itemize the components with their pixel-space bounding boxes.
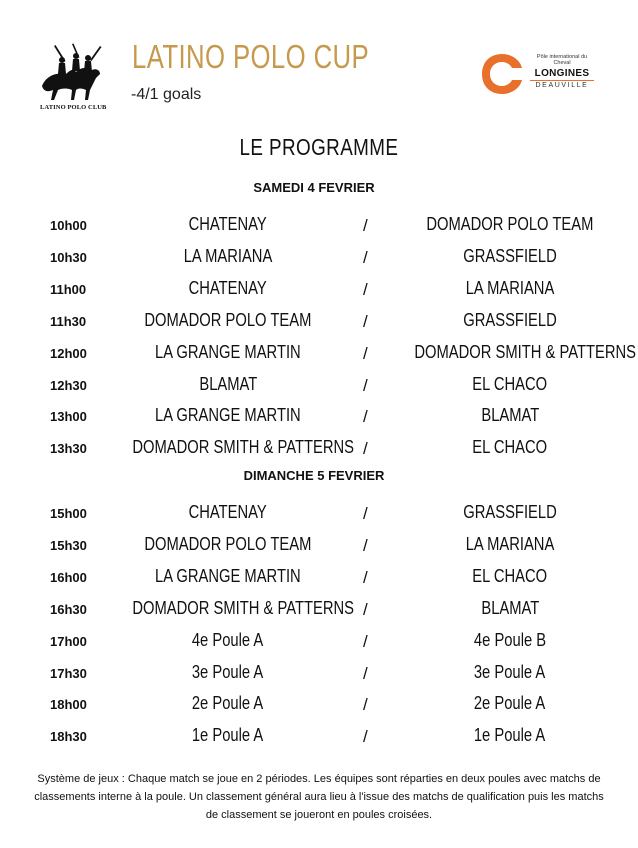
home-team <box>108 246 348 267</box>
home-team-text: 4e Poule A <box>192 629 264 650</box>
away-team-text: DOMADOR POLO TEAM <box>426 214 594 234</box>
home-team-text: DOMADOR SMITH & PATTERNS <box>132 437 355 458</box>
home-team <box>108 566 348 587</box>
match-time: 10h00 <box>50 218 87 233</box>
home-team <box>108 662 348 683</box>
home-team <box>108 278 348 299</box>
home-team <box>108 310 348 331</box>
home-team-text: DOMADOR POLO TEAM <box>144 309 312 330</box>
home-team-text: 1e Poule A <box>192 725 264 746</box>
away-team <box>390 502 630 523</box>
match-row <box>0 374 638 398</box>
away-team-text: 1e Poule A <box>474 725 546 746</box>
home-team <box>108 630 348 651</box>
match-row <box>0 405 638 429</box>
match-row <box>0 278 638 302</box>
match-time: 18h30 <box>50 729 87 745</box>
away-team-text: 2e Poule A <box>474 693 546 714</box>
away-team-text: 4e Poule B <box>473 629 547 650</box>
home-team-text: BLAMAT <box>199 373 257 394</box>
home-team-text: LA GRANGE MARTIN <box>155 565 301 586</box>
match-separator: / <box>363 343 368 363</box>
home-team-text: CHATENAY <box>188 502 268 522</box>
home-team <box>108 534 348 555</box>
match-time: 18h00 <box>50 697 87 713</box>
match-row <box>0 662 638 686</box>
away-team <box>390 630 630 651</box>
match-row <box>0 246 638 270</box>
footer-note: Système de jeux : Chaque match se joue en 2 périodes. Les équipes sont réparties en deux poules avec matchs de classements interne à la poule. Un classement général aura lieu à l'issue des matchs de qualification puis les matchs de classement se joueront en poules croisées. <box>34 773 604 821</box>
match-row <box>0 437 638 461</box>
away-team-text: 3e Poule A <box>474 661 546 682</box>
day-heading: SAMEDI 4 FEVRIER <box>253 180 375 195</box>
away-team <box>390 374 630 395</box>
partner-logo <box>478 50 598 100</box>
away-team-text: EL CHACO <box>472 373 548 394</box>
away-team-text: BLAMAT <box>481 405 539 426</box>
partner-brand-text: LONGINES <box>530 68 594 81</box>
home-team-text: CHATENAY <box>188 277 268 298</box>
away-team <box>390 693 630 714</box>
match-separator: / <box>363 504 368 523</box>
page-subtitle: -4/1 goals <box>131 86 202 103</box>
match-separator: / <box>363 567 368 587</box>
match-separator: / <box>363 216 368 235</box>
match-time: 16h30 <box>50 601 87 617</box>
club-logo-text: LATINO POLO CLUB <box>40 104 107 111</box>
away-team-text: EL CHACO <box>472 565 548 586</box>
away-team <box>390 566 630 587</box>
home-team <box>108 725 348 746</box>
day-heading: DIMANCHE 5 FEVRIER <box>243 468 385 483</box>
match-row <box>0 534 638 558</box>
match-time: 10h30 <box>50 249 87 265</box>
away-team <box>390 310 630 331</box>
home-team-text: DOMADOR POLO TEAM <box>144 533 312 554</box>
match-row <box>0 214 638 238</box>
away-team-text: LA MARIANA <box>465 533 555 554</box>
home-team <box>108 374 348 395</box>
home-team <box>108 437 355 458</box>
away-team <box>390 534 630 555</box>
home-team <box>108 693 348 714</box>
match-time: 15h00 <box>50 506 87 521</box>
away-team-text: GRASSFIELD <box>463 309 557 330</box>
home-team <box>108 214 348 235</box>
away-team <box>390 341 637 363</box>
match-separator: / <box>363 279 368 299</box>
match-row <box>0 566 638 590</box>
home-team <box>108 597 355 619</box>
away-team-text: EL CHACO <box>472 437 548 458</box>
match-row <box>0 342 638 366</box>
programme-heading-text: LE PROGRAMME <box>239 134 399 160</box>
match-separator: / <box>363 727 368 747</box>
home-team-text: DOMADOR SMITH & PATTERNS <box>132 597 355 618</box>
away-team <box>390 278 630 299</box>
match-time: 12h00 <box>50 345 87 361</box>
home-team <box>108 405 348 426</box>
match-row <box>0 630 638 654</box>
match-time: 17h00 <box>50 633 87 649</box>
match-time: 17h30 <box>50 665 87 681</box>
polo-players-icon <box>36 42 106 104</box>
match-separator: / <box>363 311 368 331</box>
away-team <box>390 437 630 458</box>
match-row <box>0 310 638 334</box>
home-team-text: LA GRANGE MARTIN <box>155 341 301 362</box>
match-time: 13h00 <box>50 409 87 425</box>
match-separator: / <box>363 663 368 683</box>
match-separator: / <box>363 535 368 555</box>
partner-pole-text: Pôle international du Cheval <box>536 54 588 66</box>
away-team-text: GRASSFIELD <box>463 245 557 266</box>
match-separator: / <box>363 695 368 715</box>
match-row <box>0 693 638 717</box>
away-team-text: DOMADOR SMITH & PATTERNS <box>414 341 637 362</box>
away-team <box>390 725 630 746</box>
match-separator: / <box>363 247 368 267</box>
away-team <box>390 405 630 426</box>
match-time: 11h00 <box>50 281 87 297</box>
match-time: 15h30 <box>50 537 87 553</box>
match-separator: / <box>363 375 368 395</box>
deauville-ring-icon <box>478 50 526 98</box>
home-team-text: LA GRANGE MARTIN <box>155 405 301 426</box>
match-row <box>0 502 638 526</box>
match-separator: / <box>363 599 368 619</box>
home-team-text: 3e Poule A <box>192 661 264 682</box>
away-team-text: LA MARIANA <box>465 277 555 298</box>
away-team <box>390 246 630 267</box>
match-time: 13h30 <box>50 441 87 457</box>
home-team-text: 2e Poule A <box>192 693 264 714</box>
away-team <box>390 662 630 683</box>
away-team-text: GRASSFIELD <box>463 502 557 522</box>
match-time: 12h30 <box>50 377 87 393</box>
match-separator: / <box>363 439 368 459</box>
club-logo <box>36 42 106 114</box>
partner-city-text: DEAUVILLE <box>535 82 589 89</box>
away-team <box>390 598 630 619</box>
match-row <box>0 725 638 749</box>
home-team <box>108 502 348 523</box>
page-title: LATINO POLO CUP <box>132 38 370 75</box>
programme-heading <box>0 134 638 161</box>
match-time: 11h30 <box>50 313 87 329</box>
away-team <box>390 214 630 235</box>
match-time: 16h00 <box>50 569 87 585</box>
match-row <box>0 598 638 622</box>
match-separator: / <box>363 407 368 427</box>
home-team-text: LA MARIANA <box>183 245 273 266</box>
away-team-text: BLAMAT <box>481 597 539 618</box>
home-team-text: CHATENAY <box>188 214 268 234</box>
match-separator: / <box>363 631 368 651</box>
home-team <box>108 342 348 363</box>
